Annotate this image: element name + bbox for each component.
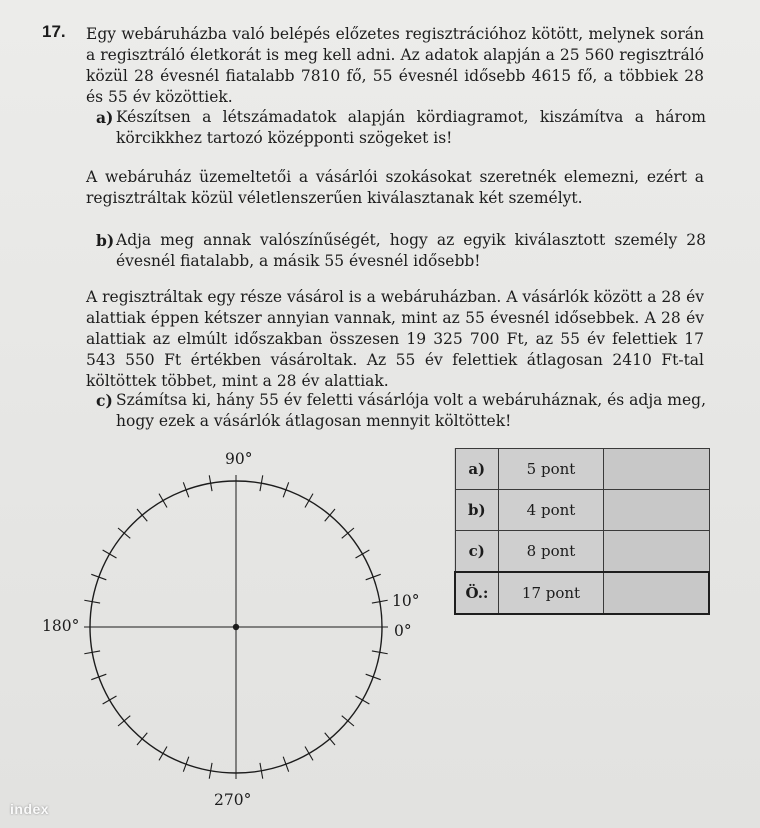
- score-total-label: Ö.:: [455, 572, 499, 614]
- label-90-degrees: 90°: [225, 450, 253, 468]
- score-part-label: c): [455, 531, 499, 573]
- tick-mark: [103, 696, 117, 704]
- tick-mark: [325, 733, 335, 745]
- score-max-points: 4 pont: [499, 490, 604, 531]
- label-270-degrees: 270°: [214, 791, 252, 809]
- problem-middle-text: A webáruház üzemeltetői a vásárlói szokásokat szeretnék elemezni, ezért a regisztráltak közül véletlenszerűen kiválasztanak két személyt.: [86, 168, 704, 207]
- part-b-label: b): [96, 231, 115, 250]
- tick-mark: [159, 494, 167, 508]
- tick-mark: [159, 747, 167, 761]
- score-row-c: [455, 531, 709, 573]
- problem-number: 17.: [42, 22, 66, 41]
- watermark-logo: index: [10, 801, 50, 817]
- score-earned-cell: [604, 490, 710, 531]
- tick-mark: [342, 716, 354, 726]
- part-a-label: a): [96, 108, 114, 127]
- tick-mark: [137, 733, 147, 745]
- score-part-label: b): [455, 490, 499, 531]
- score-earned-cell: [604, 449, 710, 490]
- score-total-points: 17 pont: [499, 572, 604, 614]
- score-earned-cell: [604, 531, 710, 573]
- score-total-earned-cell: [604, 572, 710, 614]
- label-10-degrees: 10°: [392, 592, 420, 610]
- score-row-total: [455, 572, 709, 614]
- part-c-label: c): [96, 391, 113, 410]
- tick-mark: [103, 550, 117, 558]
- tick-mark: [118, 716, 130, 726]
- tick-mark: [356, 696, 370, 704]
- tick-mark: [305, 747, 313, 761]
- score-row-b: [455, 490, 709, 531]
- part-b-text: Adja meg annak valószínűségét, hogy az egyik kiválasztott személy 28 évesnél fiatalabb, a másik 55 évesnél idősebb!: [116, 231, 706, 270]
- label-0-degrees: 0°: [394, 622, 412, 640]
- tick-mark: [342, 528, 354, 538]
- tick-mark: [305, 494, 313, 508]
- score-row-a: [455, 449, 709, 490]
- problem-intro: Egy webáruházba való belépés előzetes regisztrációhoz kötött, melynek során a regisztráló életkorát is meg kell adni. Az adatok alapján a 25 560 regisztráló közül 28 évesnél fiatalabb 7810 fő, 55 évesnél idősebb 4615 fő, a többiek 28 és 55 év közöttiek.: [86, 25, 704, 106]
- score-part-label: a): [455, 449, 499, 490]
- score-max-points: 5 pont: [499, 449, 604, 490]
- label-180-degrees: 180°: [42, 617, 80, 635]
- part-a-text: Készítsen a létszámadatok alapján kördiagramot, kiszámítva a három körcikkhez tartozó középponti szögeket is!: [116, 108, 706, 147]
- problem-buyers-text: A regisztráltak egy része vásárol is a webáruházban. A vásárlók között a 28 év alattiak éppen kétszer annyian vannak, mint az 55 évesnél idősebbek. A 28 év alattiak az elmúlt időszakban összesen 19 325 700 Ft, az 55 év felettiek 17 543 550 Ft értékben vásároltak. Az 55 év felettiek átlagosan 2410 Ft-tal költöttek többet, mint a 28 év alattiak.: [86, 288, 704, 390]
- score-max-points: 8 pont: [499, 531, 604, 573]
- tick-mark: [325, 509, 335, 521]
- tick-mark: [356, 550, 370, 558]
- part-c-text: Számítsa ki, hány 55 év feletti vásárlója volt a webáruháznak, és adja meg, hogy ezek a vásárlók átlagosan mennyit költöttek!: [116, 391, 707, 430]
- tick-mark: [137, 509, 147, 521]
- score-table: [454, 448, 710, 615]
- tick-mark: [118, 528, 130, 538]
- center-point: [233, 624, 239, 630]
